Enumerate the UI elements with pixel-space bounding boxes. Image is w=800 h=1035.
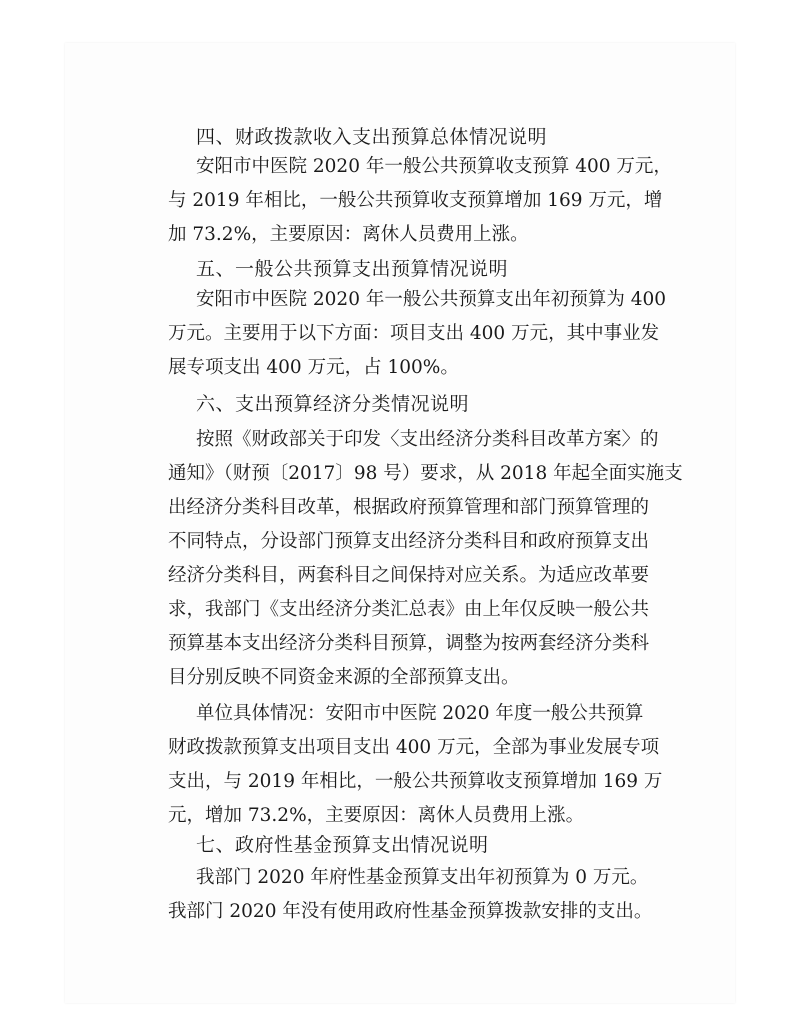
section-5-heading: 五、一般公共预算支出预算情况说明 bbox=[196, 258, 509, 280]
section-6-line-11: 支出，与 2019 年相比，一般公共预算收支预算增加 169 万 bbox=[168, 771, 663, 792]
section-6-line-2: 通知》（财预〔2017〕98 号）要求，从 2018 年起全面实施支 bbox=[168, 463, 683, 484]
section-6-line-12: 元，增加 73.2%，主要原因：离休人员费用上涨。 bbox=[168, 805, 585, 826]
section-6-line-5: 经济分类科目，两套科目之间保持对应关系。为适应改革要 bbox=[168, 565, 650, 586]
section-6-heading: 六、支出预算经济分类情况说明 bbox=[196, 393, 470, 415]
section-4-heading: 四、财政拨款收入支出预算总体情况说明 bbox=[196, 126, 548, 148]
section-6-line-1: 按照《财政部关于印发〈支出经济分类科目改革方案〉的 bbox=[196, 429, 659, 450]
section-7-heading: 七、政府性基金预算支出情况说明 bbox=[196, 834, 489, 856]
section-5-line-1: 安阳市中医院 2020 年一般公共预算支出年初预算为 400 bbox=[196, 289, 667, 310]
section-4-line-1: 安阳市中医院 2020 年一般公共预算收支预算 400 万元， bbox=[196, 156, 672, 177]
section-5-line-3: 展专项支出 400 万元，占 100%。 bbox=[168, 357, 459, 378]
section-6-line-6: 求，我部门《支出经济分类汇总表》由上年仅反映一般公共 bbox=[168, 599, 650, 620]
document-page bbox=[65, 43, 735, 1003]
section-4-line-2: 与 2019 年相比，一般公共预算收支预算增加 169 万元，增 bbox=[168, 190, 663, 211]
section-6-line-4: 不同特点，分设部门预算支出经济分类科目和政府预算支出 bbox=[168, 531, 650, 552]
section-7-line-2: 我部门 2020 年没有使用政府性基金预算拨款安排的支出。 bbox=[168, 901, 653, 922]
section-6-line-9: 单位具体情况：安阳市中医院 2020 年度一般公共预算 bbox=[196, 703, 644, 724]
section-6-line-10: 财政拨款预算支出项目支出 400 万元，全部为事业发展专项 bbox=[168, 737, 660, 758]
section-6-line-7: 预算基本支出经济分类科目预算，调整为按两套经济分类科 bbox=[168, 633, 650, 654]
section-4-line-3: 加 73.2%，主要原因：离休人员费用上涨。 bbox=[168, 224, 529, 245]
section-6-line-3: 出经济分类科目改革，根据政府预算管理和部门预算管理的 bbox=[168, 497, 650, 518]
section-5-line-2: 万元。主要用于以下方面：项目支出 400 万元，其中事业发 bbox=[168, 323, 660, 344]
section-6-line-8: 目分别反映不同资金来源的全部预算支出。 bbox=[168, 667, 520, 688]
section-7-line-1: 我部门 2020 年府性基金预算支出年初预算为 0 万元。 bbox=[196, 867, 649, 888]
